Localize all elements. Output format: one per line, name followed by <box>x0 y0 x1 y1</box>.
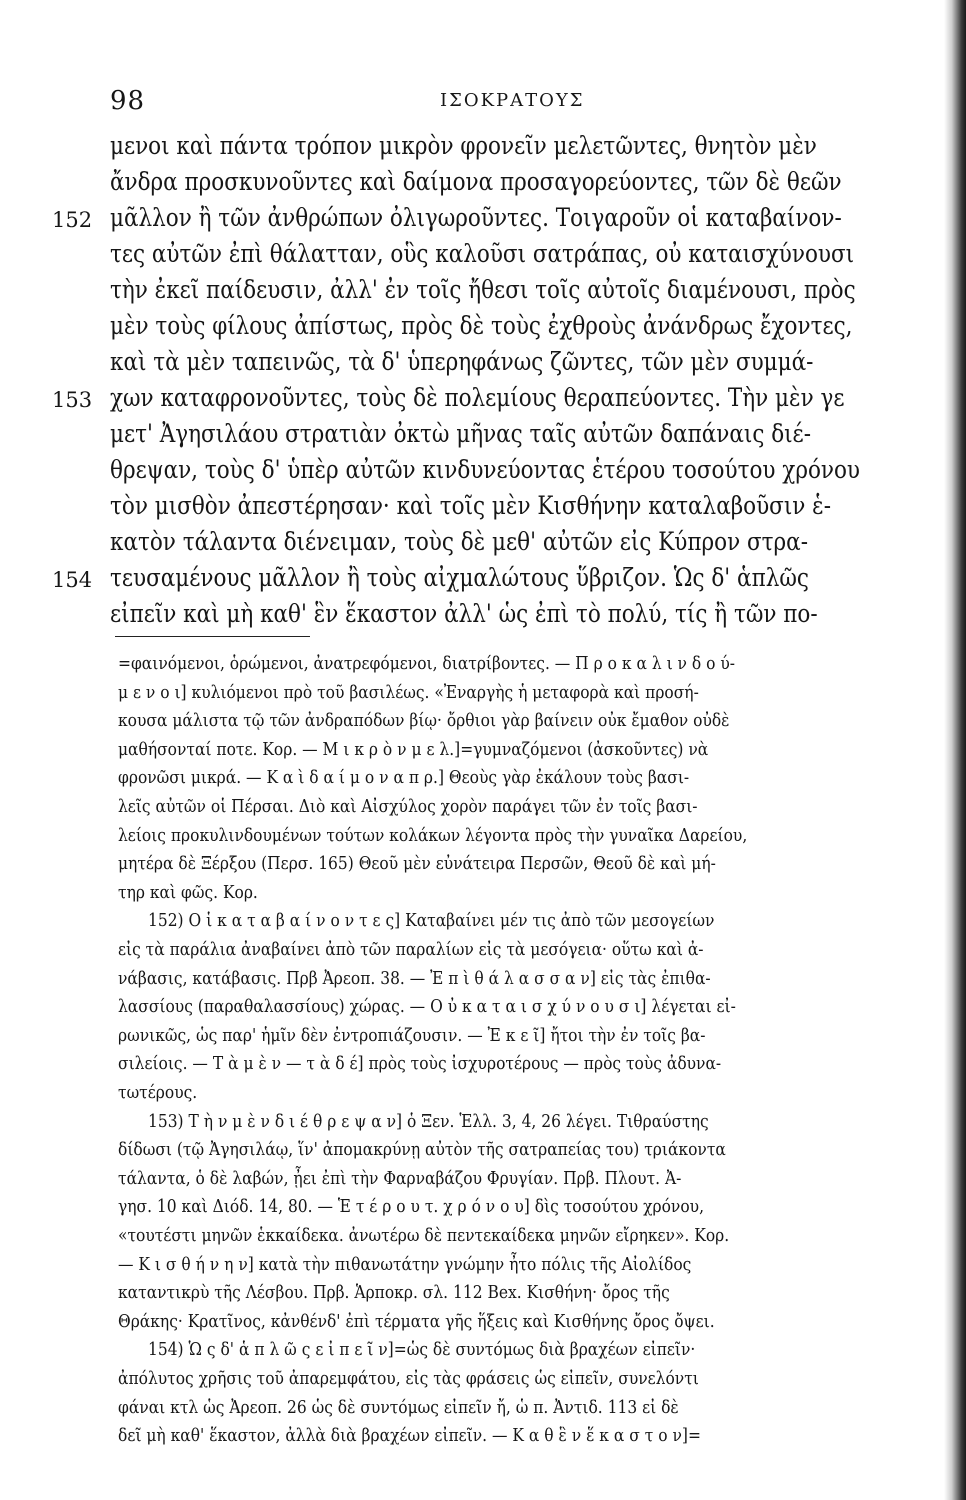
page-gutter-shadow <box>944 0 966 1500</box>
note-line: τάλαντα, ὁ δὲ λαβών, ᾖει ἐπὶ τὴν Φαρναβάζου Φρυγίαν. Πρβ. Πλουτ. Ἀ- <box>118 1167 682 1189</box>
note-line: λείοις προκυλινδουμένων τούτων κολάκων λέγοντα πρὸς τὴν γυναῖκα Δαρείου, <box>118 824 748 846</box>
note-line: κουσα μάλιστα τῷ τῶν ἀνδραπόδων βίῳ· ὄρθιοι γὰρ βαίνειν οὐκ ἔμαθον οὐδὲ <box>118 710 730 732</box>
note-line: σιλείοις. — Τ ὰ μ ὲ ν — τ ὰ δ έ] πρὸς τοὺς ἰσχυροτέρους — πρὸς τοὺς ἀδυνα- <box>118 1053 722 1075</box>
note-line: 153) Τ ὴ ν μ ὲ ν δ ι έ θ ρ ε ψ α ν] ὁ Ξεν. Ἑλλ. 3, 4, 26 λέγει. Τιθραύστης <box>148 1110 709 1132</box>
note-line: μ ε ν ο ι] κυλιόμενοι πρὸ τοῦ βασιλέως. «Ἐναργὴς ἡ μεταφορὰ καὶ προσή- <box>118 681 699 703</box>
text-line: τὸν μισθὸν ἀπεστέρησαν· καὶ τοῖς μὲν Κισθήνην καταλαβοῦσιν ἑ- <box>110 491 831 520</box>
note-line: «τουτέστι μηνῶν ἑκκαίδεκα. ἀνωτέρω δὲ πεντεκαίδεκα μηνῶν εἴρηκεν». Κορ. <box>118 1225 730 1246</box>
note-line: ρωνικῶς, ὡς παρ' ἡμῖν δὲν ἐντροπιάζουσιν. — Ἐ κ ε ῖ] ἤτοι τὴν ἐν τοῖς βα- <box>118 1024 706 1046</box>
note-line: μαθήσονταί ποτε. Κορ. — Μ ι κ ρ ὸ ν μ ε λ.]=γυμναζόμενοι (ἀσκοῦντες) νὰ <box>118 738 709 760</box>
note-line: τωτέρους. <box>118 1082 198 1103</box>
text-line: μετ' Ἀγησιλάου στρατιὰν ὀκτὼ μῆνας ταῖς αὐτῶν δαπάναις διέ- <box>110 419 811 448</box>
text-line: τευσαμένους μᾶλλον ἢ τοὺς αἰχμαλώτους ὕβριζον. Ὡς δ' ἁπλῶς <box>110 563 809 592</box>
section-number: 152 <box>52 208 93 232</box>
text-line: καὶ τὰ μὲν ταπεινῶς, τὰ δ' ὑπερηφάνως ζῶντες, τῶν μὲν συμμά- <box>110 347 814 376</box>
note-line: καταντικρὺ τῆς Λέσβου. Πρβ. Ἁρποκρ. σλ. 112 Bex. Κισθήνη· ὄρος τῆς <box>118 1282 670 1304</box>
note-line: δίδωσι (τῷ Ἀγησιλάῳ, ἵν' ἀπομακρύνῃ αὐτὸν τῆς σατραπείας του) τριάκοντα <box>118 1139 726 1161</box>
footnote-rule <box>115 636 310 637</box>
note-line: φρονῶσι μικρά. — Κ α ὶ δ α ί μ ο ν α π ρ.] Θεοὺς γὰρ ἐκάλουν τοὺς βασι- <box>118 767 690 789</box>
text-line: μᾶλλον ἢ τῶν ἀνθρώπων ὀλιγωροῦντες. Τοιγαροῦν οἱ καταβαίνον- <box>110 203 842 232</box>
note-line: Θράκης· Κρατῖνος, κἀνθένδ' ἐπὶ τέρματα γῆς ἥξεις καὶ Κισθήνης ὄρος ὄψει. <box>118 1310 715 1332</box>
text-line: μενοι καὶ πάντα τρόπον μικρὸν φρονεῖν μελετῶντες, θνητὸν μὲν <box>110 131 817 160</box>
note-line: δεῖ μὴ καθ' ἕκαστον, ἀλλὰ διὰ βραχέων εἰπεῖν. — Κ α θ ἓ ν ἕ κ α σ τ ο ν]= <box>118 1425 701 1447</box>
text-line: κατὸν τάλαντα διένειμαν, τοὺς δὲ μεθ' αὐτῶν εἰς Κύπρον στρα- <box>110 527 808 556</box>
section-number: 153 <box>52 388 93 412</box>
running-head: ΙΣΟΚΡΑΤΟΥΣ <box>440 90 585 111</box>
page-number: 98 <box>110 86 146 116</box>
section-number: 154 <box>52 568 93 592</box>
note-line: εἰς τὰ παράλια ἀναβαίνει ἀπὸ τῶν παραλίων εἰς τὰ μεσόγεια· οὕτω καὶ ἀ- <box>118 939 704 960</box>
text-line: εἰπεῖν καὶ μὴ καθ' ἓν ἕκαστον ἀλλ' ὡς ἐπὶ τὸ πολύ, τίς ἢ τῶν πο- <box>110 599 818 628</box>
note-line: 152) Ο ἱ κ α τ α β α ί ν ο ν τ ε ς] Καταβαίνει μέν τις ἀπὸ τῶν μεσογείων <box>148 910 715 932</box>
note-line: — Κ ι σ θ ή ν η ν] κατὰ τὴν πιθανωτάτην γνώμην ἦτο πόλις τῆς Αἰολίδος <box>118 1253 692 1275</box>
text-line: ἄνδρα προσκυνοῦντες καὶ δαίμονα προσαγορεύοντες, τῶν δὲ θεῶν <box>110 167 842 196</box>
note-line: νάβασις, κατάβασις. Πρβ Ἀρεοπ. 38. — Ἐ π ὶ θ ά λ α σ σ α ν] εἰς τὰς ἐπιθα- <box>118 967 711 989</box>
text-line: μὲν τοὺς φίλους ἀπίστως, πρὸς δὲ τοὺς ἐχθροὺς ἀνάνδρως ἔχοντες, <box>110 311 853 340</box>
note-line: =φαινόμενοι, ὁρώμενοι, ἀνατρεφόμενοι, διατρίβοντες. — Π ρ ο κ α λ ι ν δ ο ύ- <box>118 653 736 674</box>
note-line: ἀπόλυτος χρῆσις τοῦ ἀπαρεμφάτου, εἰς τὰς φράσεις ὡς εἰπεῖν, συνελόντι <box>118 1368 699 1389</box>
note-line: 154) Ὡ ς δ' ἁ π λ ῶ ς ε ἰ π ε ῖ ν]=ὡς δὲ συντόμως διὰ βραχέων εἰπεῖν· <box>148 1339 696 1361</box>
text-line: θρεψαν, τοὺς δ' ὑπὲρ αὐτῶν κινδυνεύοντας ἑτέρου τοσούτου χρόνου <box>110 455 861 484</box>
note-line: λεῖς αὐτῶν οἱ Πέρσαι. Διὸ καὶ Αἰσχύλος χορὸν παράγει τῶν ἐν τοῖς βασι- <box>118 796 698 817</box>
note-line: λασσίους (παραθαλασσίους) χώρας. — Ο ὐ κ α τ α ι σ χ ύ ν ο υ σ ι] λέγεται εἰ- <box>118 996 736 1018</box>
note-line: φάναι κτλ ὡς Ἀρεοπ. 26 ὡς δὲ συντόμως εἰπεῖν ἤ, ὡ π. Ἀντιδ. 113 εἰ δὲ <box>118 1396 679 1418</box>
note-line: γησ. 10 καὶ Διόδ. 14, 80. — Ἑ τ έ ρ ο υ τ. χ ρ ό ν ο υ] δὶς τοσούτου χρόνου, <box>118 1196 704 1218</box>
note-line: τηρ καὶ φῶς. Κορ. <box>118 881 258 903</box>
text-line: τὴν ἐκεῖ παίδευσιν, ἀλλ' ἐν τοῖς ἤθεσι τοῖς αὐτοῖς διαμένουσι, πρὸς <box>110 275 856 304</box>
note-line: μητέρα δὲ Ξέρξου (Περσ. 165) Θεοῦ μὲν εὐνάτειρα Περσῶν, Θεοῦ δὲ καὶ μή- <box>118 853 716 875</box>
text-line: τες αὐτῶν ἐπὶ θάλατταν, οὓς καλοῦσι σατράπας, οὐ καταισχύνουσι <box>110 239 855 268</box>
text-line: χων καταφρονοῦντες, τοὺς δὲ πολεμίους θεραπεύοντες. Τὴν μὲν γε <box>110 383 845 412</box>
